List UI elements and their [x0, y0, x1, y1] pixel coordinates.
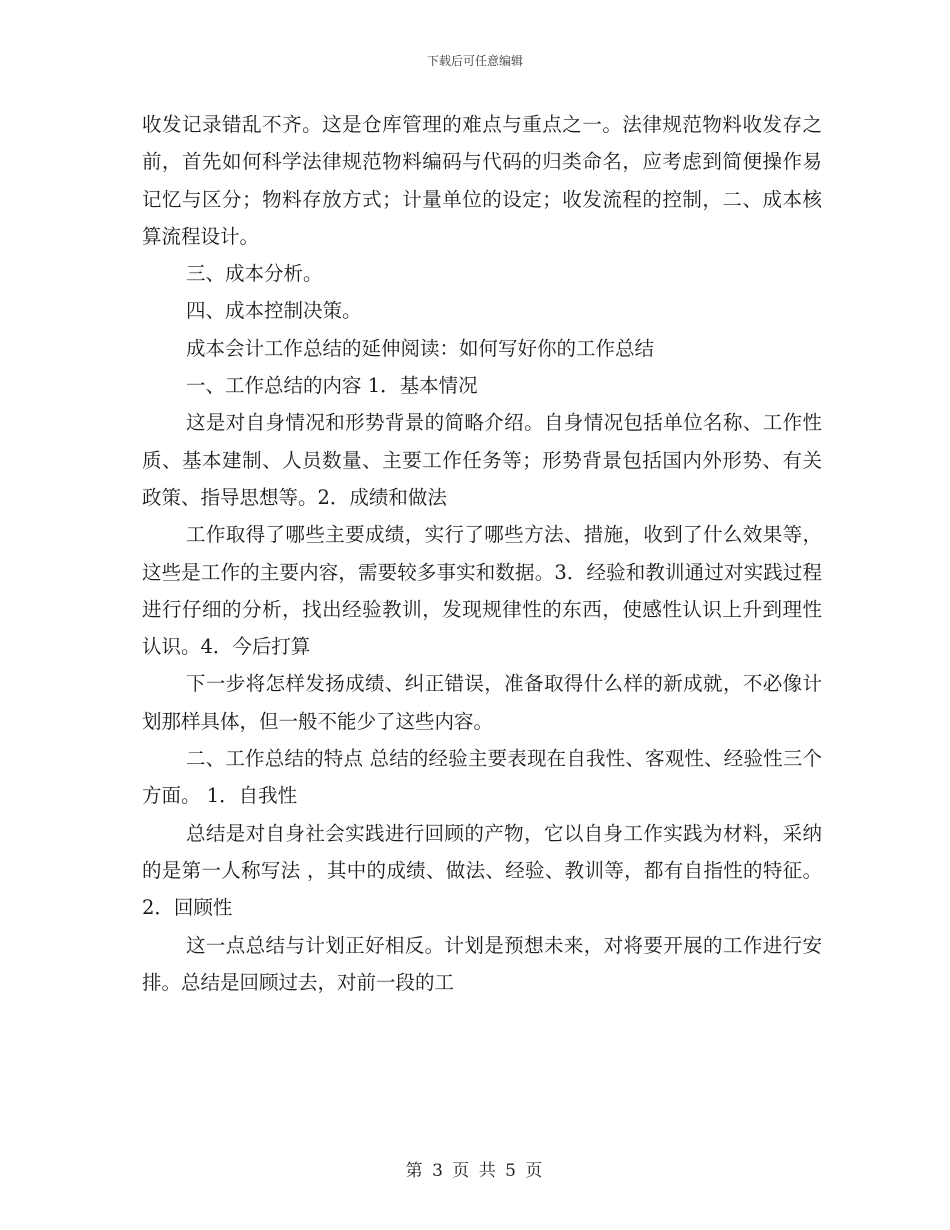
paragraph: 这是对自身情况和形势背景的简略介绍。自身情况包括单位名称、工作性质、基本建制、人员数量、主要工作任务等；形势背景包括国内外形势、有关政策、指导思想等。2．成绩和做法: [142, 411, 822, 509]
paragraph: 成本会计工作总结的延伸阅读：如何写好你的工作总结: [186, 336, 655, 360]
document-body: [142, 106, 822, 1001]
paragraph: 下一步将怎样发扬成绩、纠正错误，准备取得什么样的新成就，不必像计划那样具体，但一般不能少了这些内容。: [142, 672, 822, 733]
paragraph: 这一点总结与计划正好相反。计划是预想未来，对将要开展的工作进行安排。总结是回顾过去，对前一段的工: [142, 933, 822, 994]
paragraph: 二、工作总结的特点 总结的经验主要表现在自我性、客观性、经验性三个方面。 1．自我性: [142, 747, 822, 808]
paragraph: 总结是对自身社会实践进行回顾的产物，它以自身工作实践为材料，采纳的是第一人称写法 ，其中的成绩、做法、经验、教训等，都有自指性的特征。2．回顾性: [142, 821, 822, 920]
paragraph: 收发记录错乱不齐。这是仓库管理的难点与重点之一。法律规范物料收发存之前，首先如何科学法律规范物料编码与代码的归类命名，应考虑到简便操作易记忆与区分；物料存放方式；计量单位的设定；收发流程的控制，二、成本核算流程设计。: [142, 113, 822, 248]
paragraph: 三、成本分析。: [186, 262, 323, 286]
page-number: 第 3 页 共 5 页: [405, 1161, 545, 1181]
paragraph: 工作取得了哪些主要成绩，实行了哪些方法、措施，收到了什么效果等，这些是工作的主要内容，需要较多事实和数据。3．经验和教训通过对实践过程进行仔细的分析，找出经验教训，发现规律性的东西，使感性认识上升到理性认识。4．今后打算: [142, 523, 822, 659]
paragraph: 四、成本控制决策。: [186, 299, 362, 323]
paragraph: 一、工作总结的内容 1．基本情况: [186, 374, 478, 398]
page-header: 下载后可任意编辑: [426, 54, 523, 68]
